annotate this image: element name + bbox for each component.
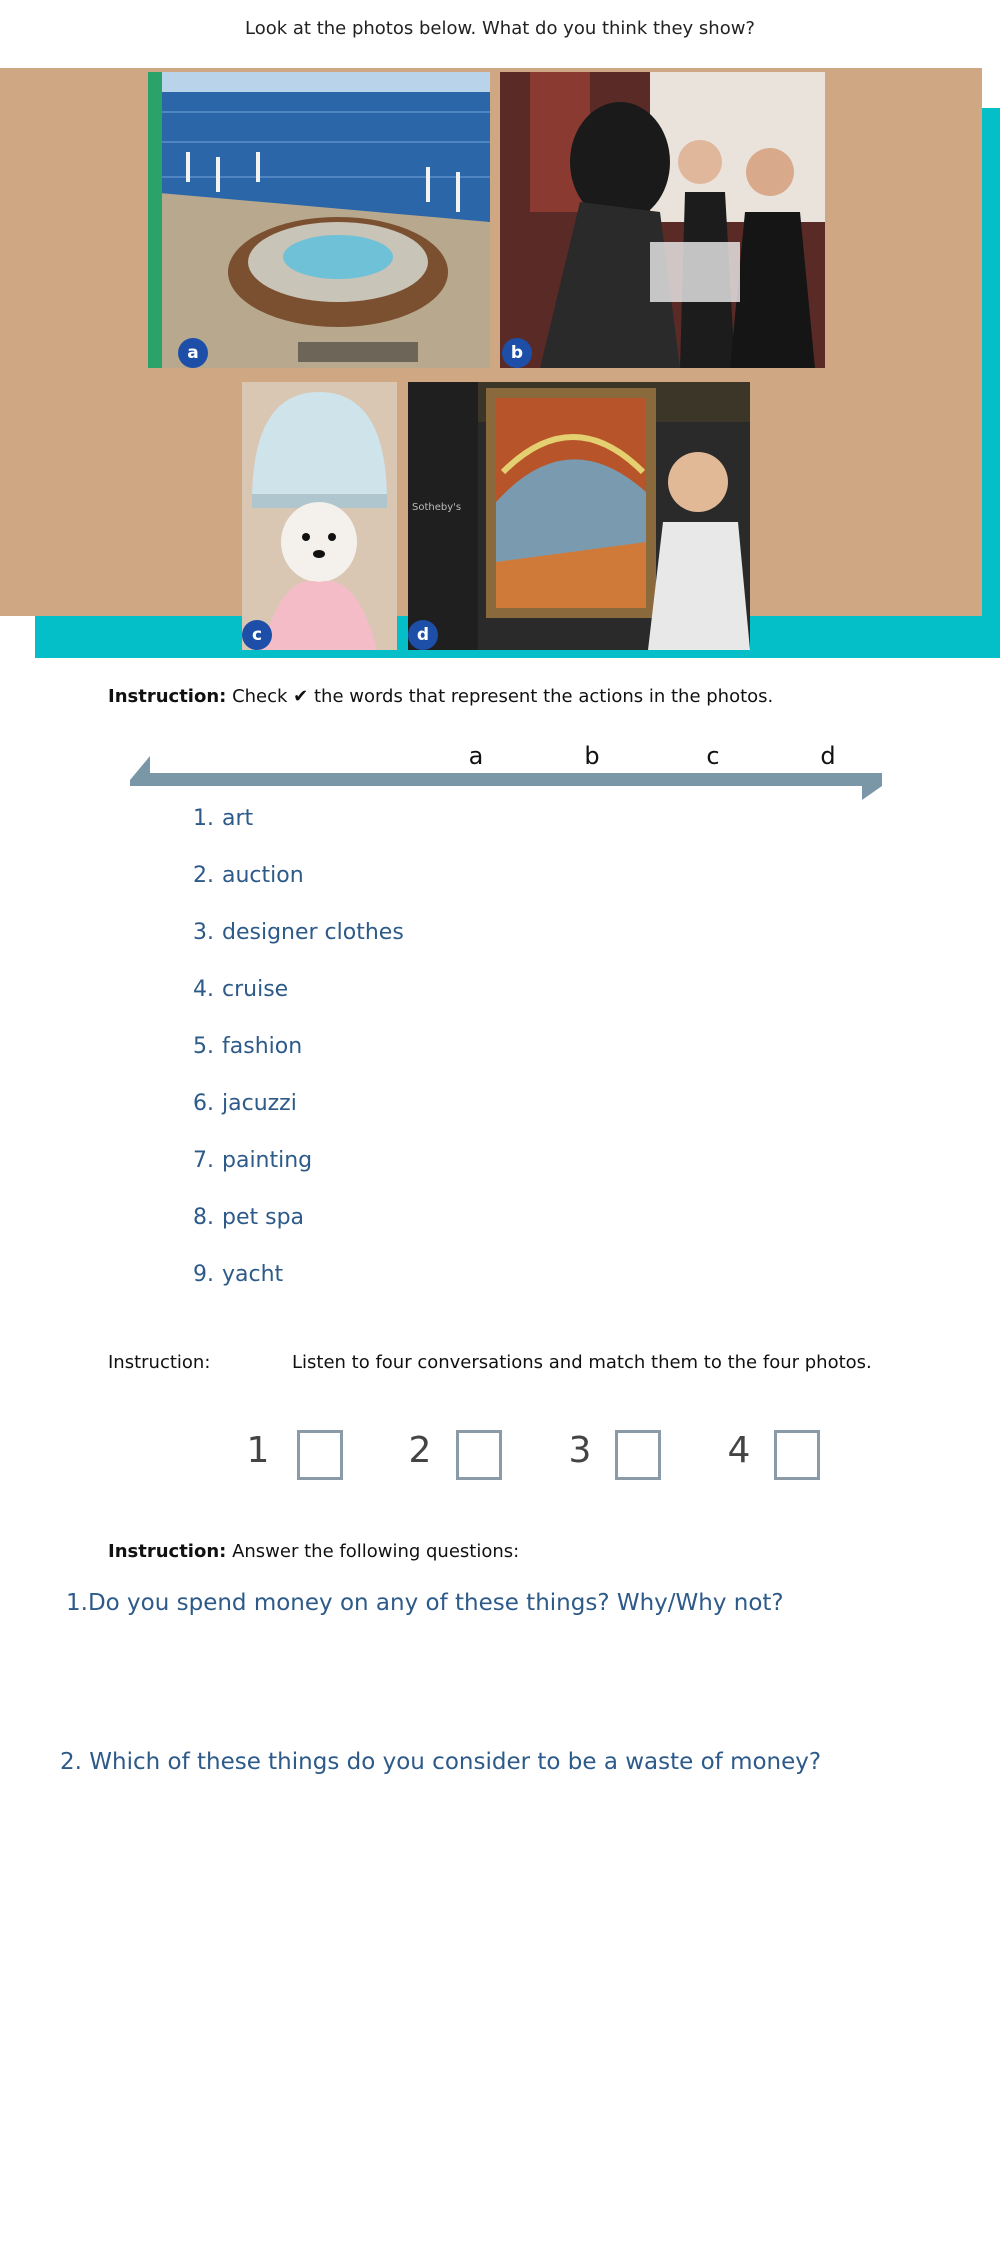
instruction-listen-text: Listen to four conversations and match them to the four photos. — [292, 1352, 872, 1373]
teal-accent-right — [982, 108, 1000, 658]
vocab-number: 1. — [193, 806, 214, 831]
instruction-text: Answer the following questions: — [226, 1541, 520, 1562]
vocab-word: designer clothes — [222, 920, 404, 945]
column-label-d: d — [820, 742, 836, 770]
vocab-number: 8. — [193, 1205, 214, 1230]
photo-c-pet-spa — [242, 382, 397, 650]
vocab-item — [138, 1148, 312, 1173]
vocab-number: 2. — [193, 863, 214, 888]
question-1: 1.Do you spend money on any of these things? Why/Why not? — [66, 1590, 784, 1616]
column-label-c: c — [706, 742, 720, 770]
match-checkbox-3[interactable] — [615, 1430, 661, 1480]
match-checkbox-4[interactable] — [774, 1430, 820, 1480]
photo-badge-b: b — [502, 338, 532, 368]
instruction-answer — [108, 1541, 519, 1562]
column-label-b: b — [584, 742, 600, 770]
vocab-item — [138, 920, 404, 945]
vocab-word: auction — [222, 863, 304, 888]
vocab-word: jacuzzi — [222, 1091, 297, 1116]
vocab-word: fashion — [222, 1034, 303, 1059]
match-checkbox-1[interactable] — [297, 1430, 343, 1480]
photo-badge-c: c — [242, 620, 272, 650]
column-header-arrow — [130, 756, 882, 802]
vocab-number: 7. — [193, 1148, 214, 1173]
instruction-label: Instruction: — [108, 1541, 227, 1562]
vocab-item — [138, 1034, 302, 1059]
vocab-item — [138, 1205, 304, 1230]
vocab-number: 6. — [193, 1091, 214, 1116]
vocab-number: 9. — [193, 1262, 214, 1287]
vocab-number: 4. — [193, 977, 214, 1002]
match-number-3: 3 — [568, 1430, 592, 1471]
vocab-item — [138, 806, 253, 831]
column-label-a: a — [468, 742, 484, 770]
instruction-listen-label: Instruction: — [108, 1352, 211, 1373]
vocab-item — [138, 863, 304, 888]
vocab-word: yacht — [222, 1262, 284, 1287]
vocab-word: art — [222, 806, 254, 831]
vocab-word: pet spa — [222, 1205, 305, 1230]
instruction-check-words — [108, 686, 773, 707]
instruction-text: Check ✔ the words that represent the actions in the photos. — [226, 686, 774, 707]
vocab-number: 3. — [193, 920, 214, 945]
photo-a-cruise — [148, 72, 490, 368]
intro-text: Look at the photos below. What do you think they show? — [245, 18, 755, 39]
match-number-1: 1 — [246, 1430, 270, 1471]
instruction-label: Instruction: — [108, 686, 227, 707]
question-2: 2. Which of these things do you consider to be a waste of money? — [60, 1749, 822, 1775]
photo-b-shopping — [500, 72, 825, 368]
match-checkbox-2[interactable] — [456, 1430, 502, 1480]
match-number-4: 4 — [727, 1430, 751, 1471]
vocab-number: 5. — [193, 1034, 214, 1059]
vocab-item — [138, 977, 288, 1002]
match-number-2: 2 — [408, 1430, 432, 1471]
vocab-item — [138, 1262, 283, 1287]
auction-sign-text: Sotheby's — [412, 502, 462, 513]
photo-d-auction — [408, 382, 750, 650]
vocab-item — [138, 1091, 297, 1116]
vocab-word: cruise — [222, 977, 289, 1002]
photo-badge-d: d — [408, 620, 438, 650]
vocab-word: painting — [222, 1148, 313, 1173]
photo-badge-a: a — [178, 338, 208, 368]
